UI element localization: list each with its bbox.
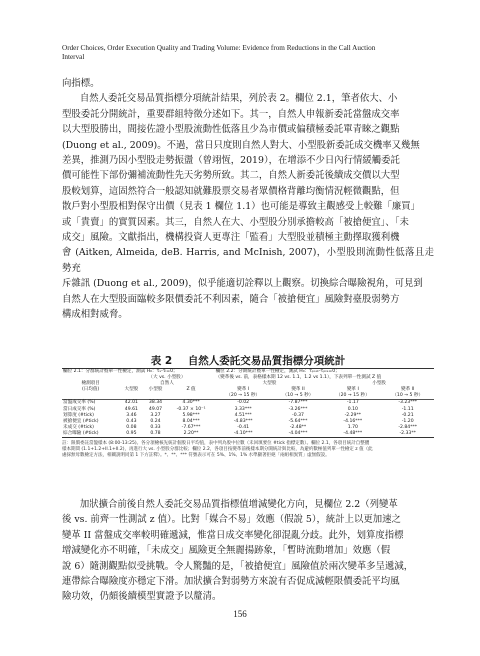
column-header-change-2: 變革 II	[291, 387, 305, 393]
paragraph-line: 成交」風險。文獻指出，機構投資人更專注「監看」大型股並積極主動擇取獲利機	[62, 232, 400, 244]
column-range-2: （10 → 5 秒）	[272, 393, 324, 400]
column-range-2: （10 → 5 秒）	[381, 393, 434, 400]
table-cell: 0.24	[150, 418, 161, 424]
table-cell: -4.10***	[215, 431, 272, 438]
table-cell: -1.17	[346, 400, 359, 406]
table-cell: -2.48**	[289, 424, 307, 430]
table-cell: 3.33***	[234, 406, 252, 412]
table-cell: -0.37	[292, 412, 304, 418]
body-text-bottom	[62, 497, 434, 605]
row-label: 未成交 (#tick)	[63, 424, 94, 430]
table-cell: 0.95	[119, 431, 143, 438]
paragraph-line: 險功效，仍頗後續模型實證予以釐清。	[62, 591, 222, 603]
table-cell: 4.30***	[182, 400, 200, 406]
paragraph-line: 價可能性下部份彌補流動性先天劣勢所致。其二，自然人新委託後續成交價以大型	[62, 170, 400, 182]
column-header-large: 大型股	[124, 387, 139, 393]
table-cell: 3.27	[150, 412, 161, 418]
table-cell: -1.20	[401, 418, 414, 424]
natural-person-header: 自然人	[160, 381, 174, 387]
table-caption-title: 自然人委託交易品質指標分項統計	[187, 355, 346, 367]
paragraph-line: 散戶對小型股相對保守出價（見表 1 欄位 1.1）也可能是導致主觀感受上較難「廉買」	[62, 201, 420, 213]
table-cell: 3.46	[126, 412, 137, 418]
table-cell: -0.21	[401, 412, 414, 418]
table-cell: 4.51***	[234, 412, 252, 418]
running-header-line-1: Order Choices, Order Execution Quality and Trading Volume: Evidence from Reductions in the Call Auction	[62, 44, 376, 52]
paragraph-line: 自然人委託交易品質指標分項統計結果，列於表 2。欄位 2.1，筆者依大、小	[79, 93, 398, 105]
table-cell: 49.07	[148, 406, 163, 412]
group-left-subtitle: （大 vs. 小型股）	[148, 375, 186, 381]
row-label: 當日成交率 (%)	[63, 406, 96, 412]
table-cell: 0.10	[347, 406, 358, 412]
table-cell: -4.04***	[272, 431, 324, 438]
paragraph-line: 增減變化亦不明確，「未成交」風險更全無麗揚跡象，「暫時流動增加」效應（假	[62, 545, 391, 557]
table-row	[62, 431, 434, 438]
row-label: 被搶便宜 (#tick)	[63, 418, 99, 424]
table-cell: -4.16***	[343, 418, 363, 424]
row-label: 當盤成交率 (%)	[63, 400, 96, 406]
table-cell: -0.41	[237, 424, 250, 430]
table-cell: 38.34	[148, 400, 163, 406]
table-cell: 8.04***	[182, 418, 200, 424]
column-range-1: （20 → 15 秒）	[324, 393, 381, 400]
column-header-small: 小型股	[148, 387, 163, 393]
table-cell: 49.61	[124, 406, 138, 412]
table-cell: 42.01	[124, 400, 138, 406]
column-header-change-2: 變革 II	[401, 387, 415, 393]
table-cell: -2.29**	[344, 412, 362, 418]
table-cell: -3.26***	[288, 406, 308, 412]
page-number: 156	[233, 609, 247, 619]
table-cell: -5.64***	[288, 418, 308, 424]
table-notes	[62, 441, 434, 459]
group-left-title: 欄位 2.1：分群統計暨單一性檢定，測試 H₀：τ̂ₛ-τ̂ₗ=0；	[62, 369, 215, 376]
table-cell: -1.11	[401, 406, 414, 412]
stub-subheader: (日均值)	[81, 387, 100, 393]
paragraph-line: 以大型股勝出，間接佐證小型股流動性低落且少為市價或偏積極委託單青睞之觀點	[62, 124, 400, 136]
table-cell: -3.23***	[398, 400, 418, 406]
table-caption	[62, 353, 434, 368]
table-caption-label: 表 2	[150, 355, 173, 367]
paragraph-line: 連帶綜合曝險度亦穩定下滑。加狀擴合對弱勢方來說有否促成減輕限價委託平均風	[62, 576, 400, 588]
table-cell: -0.37 × 10⁻¹	[176, 406, 206, 412]
paragraph-line: (Duong et al., 2009)。不過，當日只度則自然人對大、小型股新委託成交機率又幾無	[62, 139, 420, 151]
table-note-line: 樣本期間 (1.1+1.2+II.1+II.2)，再進行大 vs. 小型股分群比較；欄位 2.2，各項目按變革前後樣本期分開統計與比較，為避約數極值列單一性檢定 z 值（此	[62, 447, 373, 453]
running-header-line-2: Interval	[62, 53, 85, 61]
column-header-z: Z 值	[186, 387, 196, 393]
paragraph-line: 加狀擴合前後自然人委託交易品質指標值增減變化方向，見欄位 2.2（列變革	[79, 499, 398, 510]
stub-header: 檢測項目	[81, 381, 100, 387]
group-right-title: 欄位 2.2：分期統計暨單一性檢定，測試 H₀：τ̂ₚₒₛₜ-τ̂ₚᵣₑ=0；	[215, 369, 434, 376]
paragraph-line: 向指標。	[62, 78, 100, 89]
body-text-top	[62, 76, 434, 323]
table-cell: -0.02	[237, 400, 250, 406]
table-note-line: 註：限價委託當盤樣本 (8:00-13:25)。各分項檢核先統計個股日平均值，表中列為股中位數（未回填要位 #tick 指標定數）。欄位 2.1，各項目統計自整體	[62, 441, 370, 447]
table-cell: -2.33**	[381, 431, 434, 438]
table-cell: 1.70	[347, 424, 358, 430]
table-cell: 5.98***	[182, 412, 200, 418]
column-header-change-1: 變革 I	[346, 387, 359, 393]
table-note-line: 處採無母數檢定方法，相關說明同第 1 下方註釋）。*、**、*** 符號表示可在 5%、1%、1% 水準顯著拒絕「兩組相異質」虛無假設。	[62, 453, 330, 459]
table-cell: 0.33	[150, 424, 161, 430]
paragraph-line: 說 6）隨測觀點似受挑戰。令人驚豔的是，「被搶便宜」風險值於兩次變革多呈遞減，	[62, 560, 414, 572]
table-cell: -7.67***	[181, 424, 201, 430]
table-cell: -2.84***	[398, 424, 418, 430]
column-header-change-1: 變革 I	[237, 387, 250, 393]
small-cap-header: 小型股	[372, 381, 387, 387]
paragraph-line: 型股委託分開統計，重要群組特徵分述如下。其一，自然人申報新委託當盤成交率	[62, 108, 400, 120]
table-2	[62, 368, 434, 459]
table-cell: 2.20**	[168, 431, 215, 438]
table-cell: -7.87***	[288, 400, 308, 406]
row-label: 划算度 (#tick)	[63, 412, 94, 418]
column-range-1: （20 → 15 秒）	[215, 393, 272, 400]
table-cell: 0.78	[143, 431, 167, 438]
statistics-table	[62, 368, 434, 438]
large-cap-header: 大型股	[262, 381, 277, 387]
paragraph-line: 變革 II 當盤成交率較明確遞減，惟當日成交率變化卻混亂分歧。此外，划算度指標	[62, 529, 404, 541]
paragraph-line: 會 (Aitken, Almeida, deB. Harris, and McInish, 2007)，小型股則流動性低落且走勢充	[62, 247, 434, 274]
paragraph-line: 差異，推測乃因小型股走勢振盪（曾翊恆，2019），在增添不少日內行情緩觸委託	[62, 155, 400, 167]
group-right-subtitle: （變革後 vs. 前，表格樣本期 12 vs. 1.1，1.2 vs 1.1），下表列單一性測試 Z 值	[215, 375, 382, 381]
row-label: 綜合曝險 (#tick)	[62, 431, 119, 438]
paragraph-line: 自然人在大型股面臨較多限價委託不利因素，隨合「被搶便宜」風險對臺股弱勢方	[62, 293, 400, 305]
table-cell: -4.48***	[324, 431, 381, 438]
table-cell: -4.83***	[233, 418, 253, 424]
paragraph-line: 構成相對威脅。	[62, 309, 128, 321]
paragraph-line: 斥雜訊 (Duong et al., 2009)，似乎能適切詮釋以上觀察。切換綜合曝險視角，可見到	[62, 278, 423, 290]
paragraph-line: 後 vs. 前齊一性測試 z 值）。比對「媒合不易」效應（假說 5），統計上以更加速之	[62, 514, 401, 526]
paragraph-line: 股較划算，這固然符合一般認知就難股票交易者眾價格背離均衡情況輕微觀點，但	[62, 185, 400, 197]
table-cell: 0.43	[126, 418, 137, 424]
paragraph-line: 或「貴賣」的實質因素。其三，自然人在大、小型股分別承擔較高「被搶便宜」、「未	[62, 216, 409, 228]
table-row	[62, 400, 434, 407]
running-header	[62, 44, 434, 62]
table-cell: 0.08	[126, 424, 137, 430]
